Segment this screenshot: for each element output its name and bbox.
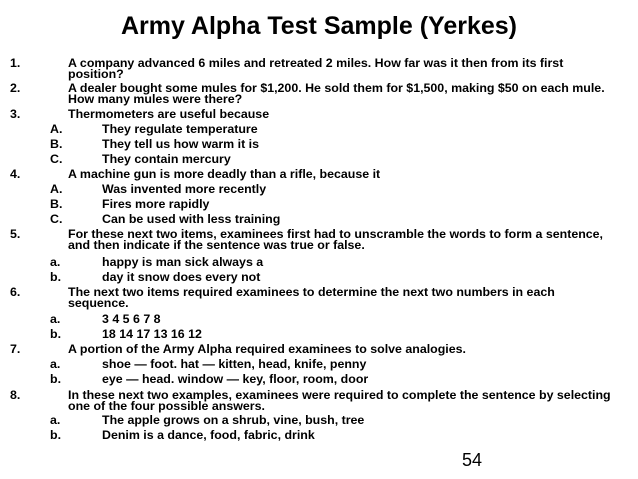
item-number: 8.	[10, 388, 21, 402]
option-text: 3 4 5 6 7 8	[102, 312, 161, 326]
option-label: C.	[50, 212, 63, 226]
item-text: For these next two items, examinees first had to unscramble the words to form a sentence,	[68, 227, 603, 241]
item-text: position?	[68, 67, 124, 81]
item-text: sequence.	[68, 296, 129, 310]
option-text: Denim is a dance, food, fabric, drink	[102, 428, 315, 442]
page-title: Army Alpha Test Sample (Yerkes)	[121, 12, 517, 40]
option-text: Can be used with less training	[102, 212, 281, 226]
option-label: C.	[50, 152, 63, 166]
option-label: B.	[50, 197, 63, 211]
item-number: 4.	[10, 167, 21, 181]
option-text: day it snow does every not	[102, 270, 261, 284]
option-label: A.	[50, 182, 63, 196]
option-label: b.	[50, 428, 62, 442]
option-text: Was invented more recently	[102, 182, 267, 196]
option-label: b.	[50, 270, 62, 284]
item-text: In these next two examples, examinees were required to complete the sentence by selecting	[68, 388, 611, 402]
option-label: a.	[50, 255, 61, 269]
option-text: shoe — foot. hat — kitten, head, knife, penny	[102, 357, 367, 371]
item-text: one of the four possible answers.	[68, 399, 265, 413]
item-text: A company advanced 6 miles and retreated 2 miles. How far was it then from its first	[68, 56, 564, 70]
item-number: 1.	[10, 56, 21, 70]
item-text: A portion of the Army Alpha required examinees to solve analogies.	[68, 342, 466, 356]
option-text: Fires more rapidly	[102, 197, 210, 211]
option-text: They tell us how warm it is	[102, 137, 259, 151]
item-number: 6.	[10, 285, 21, 299]
option-label: B.	[50, 137, 63, 151]
item-text: A machine gun is more deadly than a rifle, because it	[68, 167, 381, 181]
item-number: 5.	[10, 227, 21, 241]
item-text: A dealer bought some mules for $1,200. He sold them for $1,500, making $50 on each mule.	[68, 81, 605, 95]
option-text: The apple grows on a shrub, vine, bush, tree	[102, 413, 365, 427]
option-label: a.	[50, 312, 61, 326]
option-text: eye — head. window — key, floor, room, door	[102, 372, 369, 386]
option-text: They contain mercury	[102, 152, 231, 166]
item-text: and then indicate if the sentence was true or false.	[68, 238, 365, 252]
page-number: 54	[462, 450, 483, 470]
option-label: b.	[50, 372, 62, 386]
option-label: b.	[50, 327, 62, 341]
option-label: A.	[50, 122, 63, 136]
option-text: 18 14 17 13 16 12	[102, 327, 202, 341]
option-label: a.	[50, 413, 61, 427]
item-number: 3.	[10, 107, 21, 121]
item-text: How many mules were there?	[68, 92, 243, 106]
option-text: happy is man sick always a	[102, 255, 264, 269]
item-number: 2.	[10, 81, 21, 95]
item-text: The next two items required examinees to determine the next two numbers in each	[68, 285, 555, 299]
option-text: They regulate temperature	[102, 122, 258, 136]
item-number: 7.	[10, 342, 21, 356]
option-label: a.	[50, 357, 61, 371]
item-text: Thermometers are useful because	[68, 107, 270, 121]
